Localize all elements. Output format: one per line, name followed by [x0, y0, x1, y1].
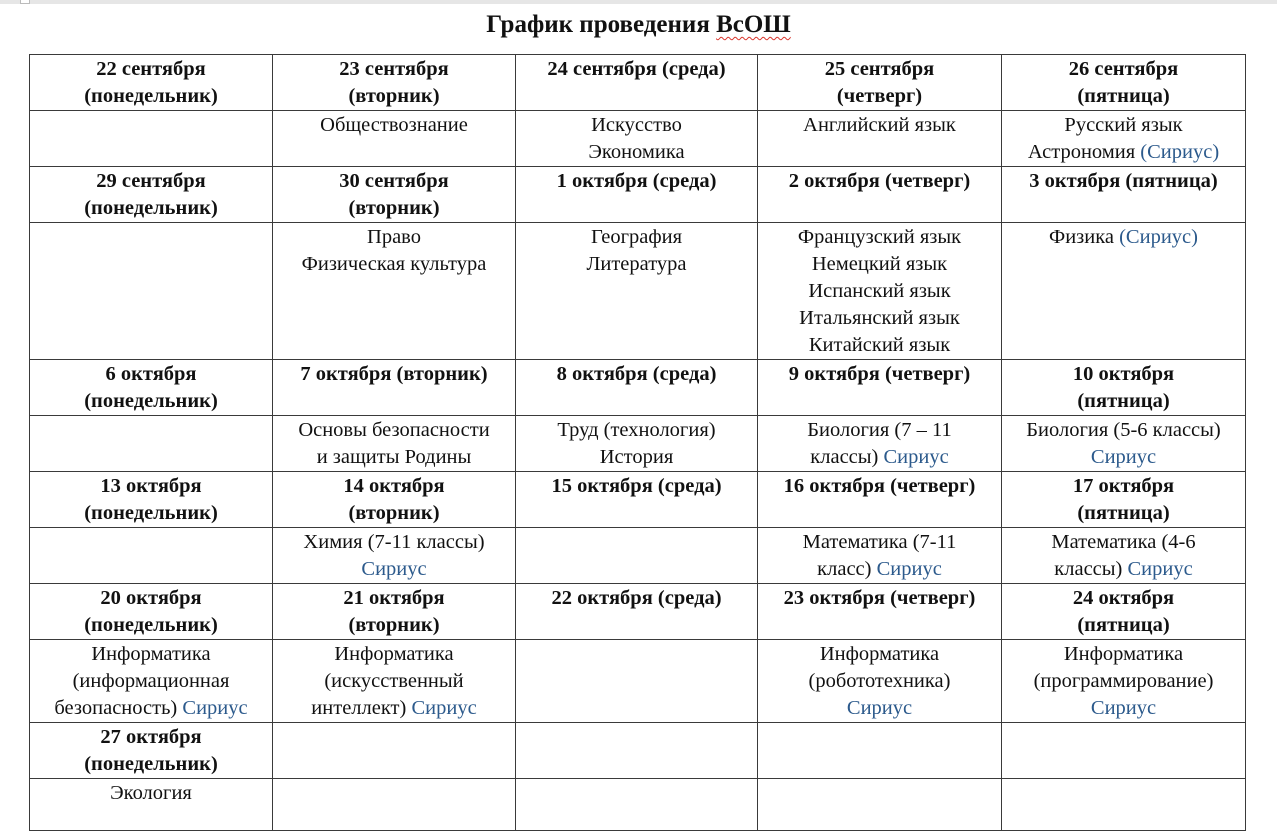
subject-line — [762, 305, 997, 332]
subjects-cell — [758, 779, 1002, 831]
subject-line — [520, 444, 753, 471]
sirius-label: Сириус — [1127, 558, 1193, 580]
date-header-row — [30, 723, 1246, 779]
subjects-cell — [30, 416, 273, 472]
subject-line — [277, 529, 511, 556]
date-cell — [1002, 55, 1246, 111]
date-cell — [30, 55, 273, 111]
weekday-label: (понедельник) — [84, 197, 218, 219]
date-label: 9 октября (четверг) — [788, 363, 971, 385]
date-label: 15 октября (среда) — [551, 475, 722, 497]
subject-name: Информатика — [819, 643, 940, 665]
date-label: 10 октября — [1072, 363, 1175, 385]
subjects-cell — [30, 779, 273, 831]
weekday-label: (пятница) — [1077, 390, 1170, 412]
weekday-label: (вторник) — [348, 614, 440, 636]
subject-line — [520, 224, 753, 251]
subject-name: Литература — [586, 253, 687, 275]
subject-line — [277, 224, 511, 251]
subject-line — [1006, 668, 1241, 695]
subjects-cell — [1002, 223, 1246, 360]
subjects-cell — [273, 640, 516, 723]
subjects-cell — [273, 111, 516, 167]
sirius-label: Сириус — [883, 446, 949, 468]
weekday-label: (понедельник) — [84, 753, 218, 775]
date-cell — [758, 472, 1002, 528]
subject-name: Физическая культура — [301, 253, 487, 275]
date-cell — [1002, 584, 1246, 640]
subject-name: классы) — [810, 446, 884, 468]
sirius-label: Сириус — [846, 697, 913, 719]
subject-line — [1006, 224, 1241, 251]
subject-line — [520, 112, 753, 139]
date-cell — [1002, 472, 1246, 528]
date-cell — [758, 723, 1002, 779]
date-cell — [516, 360, 758, 416]
subject-line — [1006, 417, 1241, 444]
date-cell — [516, 472, 758, 528]
weekday-label: (четверг) — [836, 85, 923, 107]
date-label: 20 октября — [100, 587, 202, 609]
date-cell — [30, 360, 273, 416]
subject-line — [1006, 112, 1241, 139]
weekday-label: (понедельник) — [84, 390, 218, 412]
subjects-cell — [758, 640, 1002, 723]
subject-name: Химия (7-11 классы) — [303, 531, 485, 553]
weekday-label: (вторник) — [348, 502, 440, 524]
date-header-row — [30, 55, 1246, 111]
subjects-row — [30, 223, 1246, 360]
sirius-label: (Сириус) — [1119, 226, 1198, 248]
subjects-cell — [30, 528, 273, 584]
subject-name: История — [599, 446, 674, 468]
subject-name: (информационная — [72, 670, 230, 692]
subject-line — [34, 780, 268, 807]
subject-name: Экономика — [588, 141, 685, 163]
subject-name: Немецкий язык — [811, 253, 948, 275]
weekday-label: (понедельник) — [84, 502, 218, 524]
date-label: 2 октября (четверг) — [788, 170, 971, 192]
subject-name: Искусство — [591, 114, 682, 136]
subject-line — [277, 444, 511, 471]
date-label: 16 октября (четверг) — [783, 475, 976, 497]
subject-line — [34, 695, 268, 722]
date-label: 23 сентября — [339, 58, 449, 80]
subjects-row — [30, 640, 1246, 723]
subject-line — [762, 641, 997, 668]
date-cell — [273, 472, 516, 528]
subjects-cell — [758, 111, 1002, 167]
subject-line — [277, 417, 511, 444]
subject-name: Биология (7 – 11 — [807, 419, 952, 441]
date-cell — [1002, 723, 1246, 779]
date-label: 30 сентября — [339, 170, 449, 192]
subject-line — [1006, 556, 1241, 583]
subjects-cell — [758, 416, 1002, 472]
subject-name: Итальянский язык — [799, 307, 960, 329]
sirius-label: Сириус — [182, 697, 248, 719]
date-cell — [516, 723, 758, 779]
schedule-table — [29, 54, 1246, 831]
date-header-row — [30, 360, 1246, 416]
date-cell — [1002, 167, 1246, 223]
subjects-cell — [273, 416, 516, 472]
date-label: 26 сентября — [1068, 58, 1179, 80]
subjects-cell — [273, 779, 516, 831]
subject-line — [277, 112, 511, 139]
date-label: 24 октября — [1072, 587, 1175, 609]
subjects-cell — [758, 223, 1002, 360]
weekday-label: (вторник) — [348, 85, 440, 107]
subjects-cell — [1002, 779, 1246, 831]
date-label: 13 октября — [100, 475, 202, 497]
subject-line — [1006, 695, 1241, 722]
subject-name: Английский язык — [803, 114, 956, 136]
subject-name: Русский язык — [1064, 114, 1183, 136]
subject-line — [277, 695, 511, 722]
subject-name: интеллект) — [311, 697, 412, 719]
date-label: 25 сентября — [824, 58, 935, 80]
date-cell — [1002, 360, 1246, 416]
subject-name: Китайский язык — [808, 334, 951, 356]
sirius-label: Сириус — [1090, 446, 1157, 468]
date-label: 17 октября — [1072, 475, 1175, 497]
subjects-row — [30, 416, 1246, 472]
date-cell — [758, 360, 1002, 416]
date-cell — [273, 167, 516, 223]
window-top-bar — [0, 0, 1277, 4]
subject-name: Право — [367, 226, 421, 248]
subject-line — [34, 668, 268, 695]
subject-line — [762, 417, 997, 444]
date-cell — [273, 55, 516, 111]
subject-name: Испанский язык — [808, 280, 951, 302]
date-label: 6 октября — [105, 363, 197, 385]
subject-line — [520, 251, 753, 278]
date-cell — [30, 167, 273, 223]
date-cell — [30, 584, 273, 640]
sirius-label: Сириус — [876, 558, 942, 580]
date-label: 1 октября (среда) — [556, 170, 717, 192]
subject-line — [277, 641, 511, 668]
date-cell — [758, 584, 1002, 640]
subjects-cell — [516, 111, 758, 167]
weekday-label: (пятница) — [1077, 502, 1170, 524]
subject-line — [762, 668, 997, 695]
date-label: 22 октября (среда) — [551, 587, 722, 609]
date-label: 3 октября (пятница) — [1029, 170, 1218, 192]
date-cell — [758, 167, 1002, 223]
sirius-label: Сириус — [411, 697, 477, 719]
subject-line — [762, 332, 997, 359]
date-label: 23 октября (четверг) — [783, 587, 976, 609]
sirius-label: (Сириус) — [1140, 141, 1220, 163]
subjects-cell — [30, 223, 273, 360]
date-label: 7 октября (вторник) — [300, 363, 488, 385]
subject-line — [520, 139, 753, 166]
subjects-cell — [516, 223, 758, 360]
date-label: 21 октября — [343, 587, 445, 609]
date-label: 14 октября — [343, 475, 445, 497]
subjects-cell — [516, 416, 758, 472]
subject-name: Труд (технология) — [557, 419, 716, 441]
subject-line — [762, 112, 997, 139]
subject-line — [520, 417, 753, 444]
subject-name: Математика (4-6 — [1051, 531, 1196, 553]
date-header-row — [30, 584, 1246, 640]
subject-name: Информатика — [91, 643, 211, 665]
subject-line — [762, 224, 997, 251]
subjects-cell — [516, 528, 758, 584]
subject-line — [762, 278, 997, 305]
weekday-label: (понедельник) — [84, 85, 218, 107]
title-text: График проведения — [486, 11, 717, 38]
subjects-cell — [758, 528, 1002, 584]
subjects-row — [30, 779, 1246, 831]
subjects-row — [30, 111, 1246, 167]
subjects-cell — [516, 779, 758, 831]
weekday-label: (вторник) — [348, 197, 440, 219]
subject-line — [762, 251, 997, 278]
subject-line — [762, 556, 997, 583]
date-cell — [516, 55, 758, 111]
subject-name: Информатика — [1063, 643, 1184, 665]
subject-line — [277, 251, 511, 278]
date-cell — [516, 584, 758, 640]
date-cell — [273, 723, 516, 779]
subject-line — [762, 444, 997, 471]
subjects-cell — [1002, 416, 1246, 472]
subject-name: класс) — [817, 558, 877, 580]
date-label: 24 сентября (среда) — [547, 58, 726, 80]
subject-line — [1006, 529, 1241, 556]
subject-name: и защиты Родины — [316, 446, 472, 468]
subject-name: Астрономия — [1027, 141, 1141, 163]
date-cell — [758, 55, 1002, 111]
subject-name: безопасность) — [54, 697, 183, 719]
subjects-cell — [30, 111, 273, 167]
subject-name: Экология — [110, 782, 192, 804]
subject-name: Информатика — [334, 643, 454, 665]
date-cell — [30, 723, 273, 779]
date-cell — [273, 360, 516, 416]
date-header-row — [30, 472, 1246, 528]
subject-name: Основы безопасности — [298, 419, 490, 441]
date-cell — [273, 584, 516, 640]
date-label: 8 октября (среда) — [556, 363, 717, 385]
date-label: 22 сентября — [96, 58, 206, 80]
subject-line — [1006, 641, 1241, 668]
subject-line — [1006, 444, 1241, 471]
subject-line — [762, 529, 997, 556]
subjects-cell — [1002, 640, 1246, 723]
date-label: 27 октября — [100, 726, 202, 748]
subject-line — [1006, 139, 1241, 166]
subject-line — [277, 556, 511, 583]
subject-name: (искусственный — [324, 670, 464, 692]
weekday-label: (пятница) — [1077, 85, 1170, 107]
subject-name: Биология (5-6 классы) — [1026, 419, 1221, 441]
weekday-label: (пятница) — [1077, 614, 1170, 636]
subject-name: Математика (7-11 — [802, 531, 957, 553]
date-header-row — [30, 167, 1246, 223]
subject-name: Французский язык — [797, 226, 962, 248]
subjects-cell — [1002, 111, 1246, 167]
subject-name: классы) — [1054, 558, 1128, 580]
subject-line — [762, 695, 997, 722]
subjects-cell — [273, 528, 516, 584]
weekday-label: (понедельник) — [84, 614, 218, 636]
page-corner-marker — [20, 0, 30, 4]
sirius-label: Сириус — [1090, 697, 1157, 719]
subjects-cell — [273, 223, 516, 360]
subject-name: География — [590, 226, 683, 248]
subject-name: (робототехника) — [808, 670, 951, 692]
subject-name: Физика — [1049, 226, 1120, 248]
subject-name: (программирование) — [1033, 670, 1214, 692]
document-title — [0, 8, 1277, 42]
subjects-row — [30, 528, 1246, 584]
subject-name: Обществознание — [320, 114, 468, 136]
date-cell — [516, 167, 758, 223]
subjects-cell — [516, 640, 758, 723]
sirius-label: Сириус — [361, 558, 427, 580]
subjects-cell — [30, 640, 273, 723]
subjects-cell — [1002, 528, 1246, 584]
subject-line — [34, 641, 268, 668]
subject-line — [277, 668, 511, 695]
date-label: 29 сентября — [96, 170, 206, 192]
date-cell — [30, 472, 273, 528]
title-abbreviation: ВсОШ — [716, 11, 791, 38]
